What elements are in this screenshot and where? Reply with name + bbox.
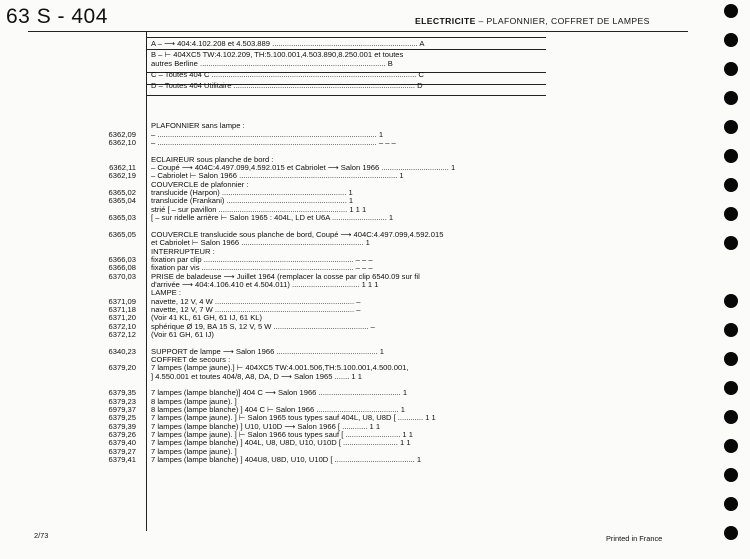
- binder-hole-icon: [724, 91, 738, 105]
- ref: 6371,09: [108, 296, 136, 306]
- binder-hole-icon: [724, 526, 738, 540]
- line: COFFRET de secours :: [151, 355, 231, 364]
- line: navette, 12 V, 4 W .................................................................. –: [151, 297, 361, 306]
- ref: 6379,27: [108, 446, 136, 456]
- page-title: [415, 17, 650, 26]
- ref: 6370,03: [108, 271, 136, 281]
- line: [151, 381, 661, 389]
- line: [151, 339, 661, 347]
- binder-hole-icon: [724, 410, 738, 424]
- binder-hole-icon: [724, 149, 738, 163]
- line: 7 lampes (lampe jaune).] ⊢ 404XC5 TW:4.001.506,TH:5.100.001,4.500.001,: [151, 364, 409, 373]
- legend-lines: [151, 40, 661, 91]
- line: et Cabriolet ⊢ Salon 1966 .......................................................... 1: [151, 239, 370, 248]
- page-index: 2/73: [34, 531, 49, 540]
- ref: 6372,12: [108, 329, 136, 339]
- legend-rule-d: [146, 95, 546, 96]
- ref: [28, 147, 136, 155]
- line: – ........................................................................................................ – – –: [151, 139, 396, 148]
- description-column: [151, 114, 661, 464]
- ref: 6365,05: [108, 229, 136, 239]
- binder-hole-icon: [724, 207, 738, 221]
- line: LAMPE :: [151, 289, 181, 298]
- ref: 6366,08: [108, 263, 136, 273]
- title-bold: ELECTRICITE: [415, 16, 476, 26]
- ref: 6362,11: [109, 163, 136, 173]
- line: COUVERCLE translucide sous planche de bord, Coupé ⟶ 404C:4.497.099,4.592.015: [151, 230, 444, 239]
- binder-hole-icon: [724, 323, 738, 337]
- binder-hole-icon: [724, 178, 738, 192]
- legend-c: C – Toutes 404 C ................................................................................................. C: [151, 71, 424, 80]
- line: PRISE de baladeuse ⟶ Juillet 1964 (remplacer la cosse par clip 6540.09 sur fil: [151, 272, 420, 281]
- line: – Cabriolet ⊢ Salon 1966 ........................................................................... 1: [151, 172, 404, 181]
- ref: 6979,37: [108, 405, 136, 415]
- line: 7 lampes (lampe jaune). ] ⊢ Salon 1965 tous types sauf 404L, U8, U8D [ ............ 1 1: [151, 414, 436, 423]
- line: – ........................................................................................................ 1: [151, 130, 384, 139]
- ref: 6362,09: [108, 129, 136, 139]
- ref: 6371,18: [108, 304, 136, 314]
- line: [151, 222, 661, 230]
- printed-in: Printed in France: [606, 534, 663, 543]
- ref: [28, 239, 136, 247]
- line: INTERRUPTEUR :: [151, 247, 215, 256]
- ref: 6379,40: [108, 438, 136, 448]
- legend-a: A – ⟶ 404:4.102.208 et 4.503.889 ..................................................................... A: [151, 40, 425, 48]
- binder-hole-icon: [724, 4, 738, 18]
- line: COUVERCLE de plafonnier :: [151, 180, 249, 189]
- header-rule: [28, 31, 688, 32]
- binder-hole-icon: [724, 468, 738, 482]
- ref: 6365,02: [108, 188, 136, 198]
- line: d'arrivée ⟶ 404:4.106.410 et 4.504.011) ................................ 1 1 1: [151, 280, 379, 289]
- page-code: 63 S - 404: [6, 5, 108, 28]
- line: [151, 147, 661, 155]
- ref: 6362,19: [108, 171, 136, 181]
- line: translucide (Harpon) ........................................................... 1: [151, 189, 353, 198]
- ref: 6372,10: [108, 321, 136, 331]
- ref: 6365,03: [108, 213, 136, 223]
- binder-hole-icon: [724, 62, 738, 76]
- ref: 6379,25: [108, 413, 136, 423]
- line: (Voir 41 KL, 61 GH, 61 IJ, 61 KL): [151, 314, 263, 323]
- ref: 6366,03: [108, 254, 136, 264]
- line: 8 lampes (lampe jaune). ]: [151, 397, 237, 406]
- binder-hole-icon: [724, 236, 738, 250]
- ref: 6379,39: [108, 421, 136, 431]
- line: [ – sur ridelle arrière ⊢ Salon 1965 : 404L, LD et U6A .......................... 1: [151, 214, 394, 223]
- line: 7 lampes (lampe blanche) ] U10, U10D ⟶ Salon 1966 [ ............ 1 1: [151, 422, 381, 431]
- ref: [28, 114, 136, 122]
- line: 7 lampes (lampe jaune). ] ⊢ Salon 1966 tous types sauf [ .......................... 1 1: [151, 431, 413, 440]
- binder-hole-icon: [724, 381, 738, 395]
- ref: 6379,20: [108, 363, 136, 373]
- ref: 6340,23: [108, 346, 136, 356]
- line: fixation par clip ....................................................................... – – –: [151, 255, 373, 264]
- reference-column: [28, 114, 136, 464]
- line: – Coupé ⟶ 404C:4.497.099,4.592.015 et Cabriolet ⟶ Salon 1966 ................................ 1: [151, 164, 456, 173]
- title-rest: – PLAFONNIER, COFFRET DE LAMPES: [475, 16, 650, 26]
- line: 8 lampes (lampe blanche) ] 404 C ⊢ Salon 1966 ....................................... 1: [151, 406, 405, 415]
- line: [151, 114, 661, 122]
- legend-b2: autres Berline ........................................................................................ B: [151, 59, 393, 68]
- line: ECLAIREUR sous planche de bord :: [151, 155, 274, 164]
- legend-d: D – Toutes 404 Utilitaire ...................................................................................... D: [151, 82, 423, 91]
- binder-hole-icon: [724, 439, 738, 453]
- binder-hole-icon: [724, 33, 738, 47]
- line: 7 lampes (lampe jaune). ]: [151, 447, 237, 456]
- line: ] 4.550.001 et toutes 404/8, A8, DA, D ⟶ Salon 1965 ....... 1 1: [151, 372, 362, 381]
- line: 7 lampes (lampe blanche)] 404 C ⟶ Salon 1966 ....................................... 1: [151, 389, 408, 398]
- line: translucide (Frankani) ......................................................... 1: [151, 197, 354, 206]
- ref: 6365,04: [108, 196, 136, 206]
- legend-b: B – ⊢ 404XC5 TW:4.102.209, TH:5.100.001,4.503.890,8.250.001 et toutes: [151, 51, 404, 60]
- line: SUPPORT de lampe ⟶ Salon 1966 ................................................ 1: [151, 347, 385, 356]
- ref: 6379,26: [108, 430, 136, 440]
- line: (Voir 61 GH, 61 IJ): [151, 330, 214, 339]
- ref: 6379,41: [108, 455, 136, 465]
- binder-hole-icon: [724, 294, 738, 308]
- ref: 6379,23: [108, 396, 136, 406]
- line: strié [ – sur pavillon ............................................................. 1 1 1: [151, 205, 367, 214]
- line: PLAFONNIER sans lampe :: [151, 122, 245, 131]
- line: 7 lampes (lampe blanche) ] 404L, U8, U8D, U10, U10D [ .......................... 1 1: [151, 439, 411, 448]
- ref: 6379,35: [108, 388, 136, 398]
- line: sphérique Ø 19, BA 15 S, 12 V, 5 W ............................................. –: [151, 322, 375, 331]
- binder-hole-icon: [724, 352, 738, 366]
- binder-hole-icon: [724, 497, 738, 511]
- ref: 6362,10: [108, 138, 136, 148]
- ref: [28, 373, 136, 381]
- line: navette, 12 V, 7 W .................................................................. –: [151, 305, 361, 314]
- ref: [28, 281, 136, 289]
- line: fixation par vis ........................................................................ – – –: [151, 264, 373, 273]
- ref: 6371,20: [108, 313, 136, 323]
- binder-hole-icon: [724, 120, 738, 134]
- line: 7 lampes (lampe blanche) ] 404U8, U8D, U10, U10D [ ...................................... 1: [151, 456, 422, 465]
